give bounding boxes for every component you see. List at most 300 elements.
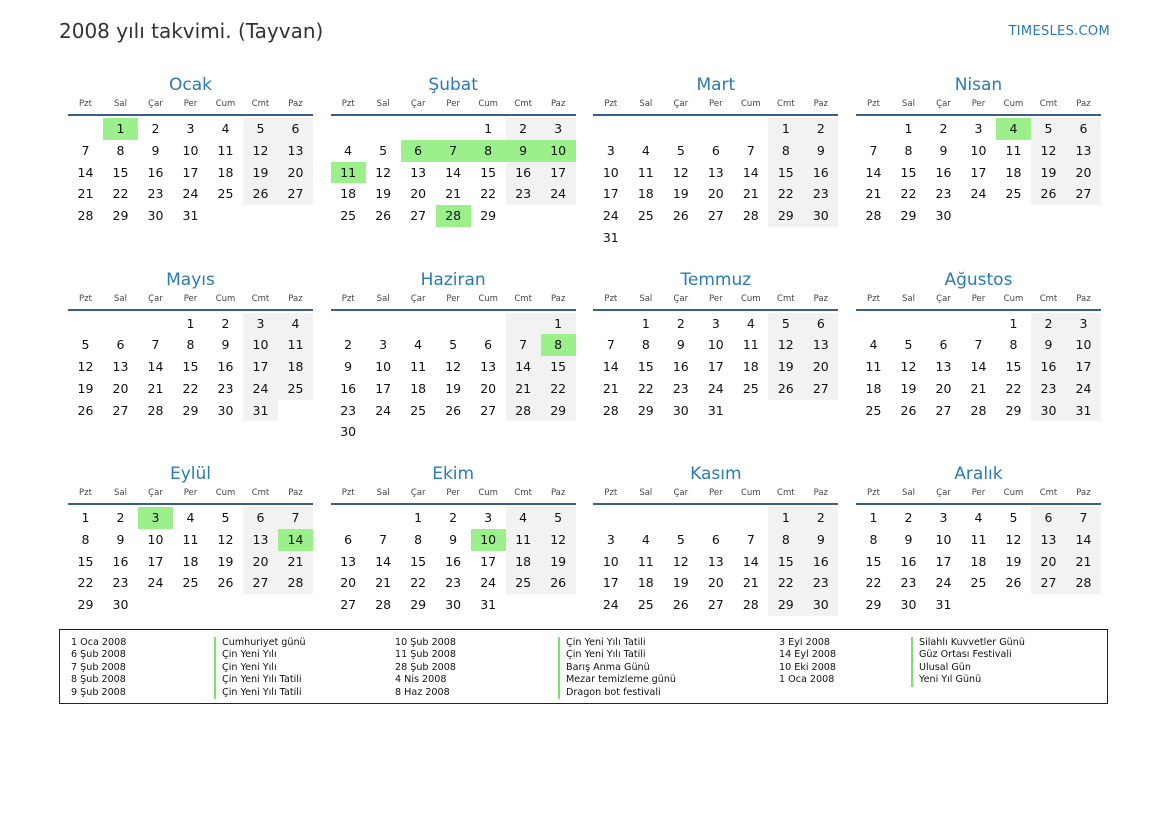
empty-cell	[663, 118, 698, 140]
weekday-label: Cmt	[777, 99, 795, 109]
day-cell: 25	[742, 380, 759, 396]
weekday-label: Per	[446, 488, 460, 498]
day-cell: 11	[637, 553, 654, 569]
day-cell: 15	[410, 553, 427, 569]
day-cell: 20	[1066, 162, 1101, 184]
day-cell: 4	[186, 510, 195, 525]
day-cell: 12	[672, 164, 689, 180]
empty-cell	[926, 313, 961, 335]
legend-date: 8 Haz 2008	[395, 686, 450, 698]
day-cell: 3	[974, 121, 983, 136]
weekday-label: Cum	[1003, 99, 1024, 109]
month-name: Eylül	[169, 464, 212, 484]
day-cell: 4	[996, 118, 1031, 140]
day-cell: 12	[1031, 140, 1066, 162]
day-cell: 25	[410, 402, 427, 418]
weekday-label: Pzt	[79, 293, 92, 304]
day-cell: 26	[768, 378, 803, 400]
day-cell: 4	[278, 313, 313, 335]
day-cell: 4	[641, 142, 650, 158]
day-cell: 31	[707, 402, 724, 418]
day-cell: 20	[1031, 551, 1066, 573]
day-cell: 11	[865, 359, 882, 375]
day-cell: 17	[1066, 356, 1101, 378]
day-cell: 4	[506, 507, 541, 529]
day-cell: 3	[1066, 313, 1101, 335]
weekday-label: Paz	[1076, 99, 1091, 109]
weekday-label: Paz	[288, 99, 303, 109]
days-grid	[331, 118, 576, 227]
empty-cell	[436, 313, 471, 335]
month-calendar	[68, 269, 313, 464]
weekday-label: Çar	[936, 488, 951, 498]
empty-cell	[803, 227, 838, 249]
weekday-label: Cmt	[777, 293, 795, 304]
day-cell: 27	[480, 402, 497, 418]
page-title: 2008 yılı takvimi. (Tayvan)	[59, 19, 324, 43]
day-cell: 5	[379, 142, 388, 158]
day-cell: 22	[410, 575, 427, 591]
day-cell: 4	[974, 510, 983, 525]
weekday-label: Sal	[376, 488, 390, 498]
empty-cell	[593, 507, 628, 529]
day-cell: 3	[243, 313, 278, 335]
weekday-label: Çar	[410, 99, 426, 109]
day-cell: 1	[81, 510, 90, 525]
day-cell: 21	[970, 380, 987, 396]
weekday-label: Sal	[376, 293, 390, 304]
day-cell: 28	[147, 402, 164, 418]
legend-date: 9 Şub 2008	[71, 686, 126, 698]
empty-cell	[366, 421, 401, 443]
day-cell: 20	[112, 380, 129, 396]
day-cell: 5	[81, 337, 90, 353]
weekday-label: Per	[709, 488, 723, 498]
day-cell: 3	[711, 315, 720, 331]
day-cell: 17	[541, 162, 576, 184]
legend-date: 8 Şub 2008	[71, 674, 126, 686]
day-cell: 13	[707, 164, 724, 180]
day-cell: 21	[278, 551, 313, 573]
empty-cell	[331, 118, 366, 140]
day-cell: 17	[182, 164, 199, 180]
day-cell: 15	[637, 359, 654, 375]
day-cell: 20	[410, 186, 427, 202]
day-cell: 23	[147, 186, 164, 202]
day-cell: 18	[637, 186, 654, 202]
day-cell: 17	[480, 553, 497, 569]
day-cell: 13	[112, 359, 129, 375]
weekday-label: Pzt	[604, 99, 618, 109]
weekday-label: Pzt	[79, 99, 92, 109]
day-cell: 19	[672, 186, 689, 202]
day-cell: 20	[707, 575, 724, 591]
weekday-label: Cum	[1003, 293, 1024, 304]
day-cell: 13	[707, 553, 724, 569]
day-cell: 1	[186, 315, 195, 331]
weekday-label: Cmt	[251, 99, 270, 109]
day-cell: 14	[77, 164, 94, 180]
day-cell: 23	[340, 402, 357, 418]
day-cell: 3	[606, 142, 615, 158]
day-cell: 20	[278, 162, 313, 184]
day-cell: 8	[768, 140, 803, 162]
day-cell: 7	[974, 337, 983, 353]
day-cell: 14	[147, 359, 164, 375]
day-cell: 3	[138, 507, 173, 529]
weekday-label: Cmt	[251, 293, 270, 304]
day-cell: 21	[375, 575, 392, 591]
day-cell: 18	[506, 551, 541, 573]
day-cell: 26	[672, 208, 689, 224]
day-cell: 19	[217, 553, 234, 569]
day-cell: 22	[112, 186, 129, 202]
day-cell: 2	[939, 121, 948, 136]
day-cell: 16	[900, 553, 917, 569]
day-cell: 8	[541, 334, 576, 356]
day-cell: 5	[541, 507, 576, 529]
day-cell: 9	[904, 531, 913, 547]
legend-date: 28 Şub 2008	[395, 661, 456, 673]
empty-cell	[733, 400, 768, 422]
day-cell: 14	[1066, 529, 1101, 551]
days-grid	[856, 313, 1101, 422]
day-cell: 25	[278, 378, 313, 400]
weekday-label: Paz	[1076, 293, 1091, 304]
month-calendar	[331, 269, 576, 464]
day-cell: 30	[1031, 400, 1066, 422]
day-cell: 28	[970, 402, 987, 418]
legend-holiday-name: Çin Yeni Yılı Tatili	[558, 637, 676, 649]
day-cell: 12	[672, 553, 689, 569]
day-cell: 6	[803, 313, 838, 335]
weekday-label: Paz	[550, 293, 566, 304]
empty-cell	[698, 118, 733, 140]
day-cell: 6	[344, 531, 353, 547]
day-cell: 10	[541, 140, 576, 162]
empty-cell	[541, 421, 576, 443]
weekday-label: Çar	[148, 99, 163, 109]
day-cell: 15	[77, 553, 94, 569]
day-cell: 6	[278, 118, 313, 140]
day-cell: 22	[865, 575, 882, 591]
weekday-label: Çar	[936, 99, 951, 109]
empty-cell	[961, 594, 996, 616]
legend-holiday-name: Çin Yeni Yılı Tatili	[214, 687, 306, 699]
weekday-header	[331, 98, 576, 116]
legend-holiday-name: Çin Yeni Yılı Tatili	[214, 674, 306, 686]
day-cell: 8	[1009, 337, 1018, 353]
weekday-header	[856, 98, 1101, 116]
day-cell: 4	[746, 315, 755, 331]
day-cell: 28	[742, 208, 759, 224]
weekday-label: Per	[446, 293, 460, 304]
empty-cell	[366, 118, 401, 140]
day-cell: 24	[480, 575, 497, 591]
month-calendar	[593, 269, 838, 464]
legend-holiday-name: Çin Yeni Yılı	[214, 649, 306, 661]
day-cell: 12	[1005, 531, 1022, 547]
day-cell: 12	[243, 140, 278, 162]
weekday-label: Paz	[288, 293, 303, 304]
months-grid	[68, 74, 1102, 658]
weekday-label: Cmt	[777, 488, 795, 498]
site-link[interactable]: TIMESLES.COM	[1008, 24, 1110, 39]
day-cell: 17	[375, 380, 392, 396]
day-cell: 28	[278, 572, 313, 594]
day-cell: 25	[865, 402, 882, 418]
weekday-label: Çar	[936, 293, 951, 304]
day-cell: 14	[970, 359, 987, 375]
empty-cell	[891, 313, 926, 335]
day-cell: 12	[445, 359, 462, 375]
empty-cell	[663, 227, 698, 249]
day-cell: 8	[869, 531, 878, 547]
month-name: Aralık	[954, 464, 1003, 484]
day-cell: 20	[803, 356, 838, 378]
day-cell: 19	[1031, 162, 1066, 184]
legend-holiday-name: Silahlı Kuvvetler Günü	[911, 637, 1025, 649]
day-cell: 11	[182, 531, 199, 547]
day-cell: 1	[904, 121, 913, 136]
day-cell: 19	[77, 380, 94, 396]
day-cell: 30	[112, 597, 129, 613]
empty-cell	[856, 313, 891, 335]
day-cell: 12	[900, 359, 917, 375]
day-cell: 6	[1031, 507, 1066, 529]
empty-cell	[208, 205, 243, 227]
empty-cell	[698, 227, 733, 249]
day-cell: 3	[484, 510, 493, 525]
weekday-label: Pzt	[604, 293, 618, 304]
empty-cell	[961, 313, 996, 335]
weekday-label: Per	[709, 293, 723, 304]
day-cell: 4	[641, 531, 650, 547]
day-cell: 9	[506, 140, 541, 162]
empty-cell	[103, 313, 138, 335]
weekday-label: Cmt	[514, 293, 532, 304]
day-cell: 22	[1005, 380, 1022, 396]
day-cell: 26	[217, 575, 234, 591]
weekday-label: Sal	[114, 293, 127, 304]
weekday-label: Cmt	[251, 488, 270, 498]
day-cell: 4	[414, 337, 423, 353]
day-cell: 23	[803, 183, 838, 205]
day-cell: 6	[116, 337, 125, 353]
day-cell: 25	[637, 597, 654, 613]
legend-names	[215, 637, 306, 699]
month-calendar	[68, 74, 313, 269]
weekday-label: Paz	[813, 99, 829, 109]
day-cell: 30	[147, 208, 164, 224]
day-cell: 4	[344, 142, 353, 158]
day-cell: 9	[449, 531, 458, 547]
day-cell: 27	[243, 572, 278, 594]
day-cell: 6	[939, 337, 948, 353]
day-cell: 13	[243, 529, 278, 551]
day-cell: 8	[414, 531, 423, 547]
day-cell: 26	[900, 402, 917, 418]
day-cell: 12	[768, 334, 803, 356]
weekday-label: Çar	[410, 293, 426, 304]
legend-holiday-name: Dragon bot festivali	[558, 687, 676, 699]
month-name: Haziran	[420, 269, 486, 290]
day-cell: 28	[1066, 572, 1101, 594]
day-cell: 30	[217, 402, 234, 418]
day-cell: 3	[606, 531, 615, 547]
day-cell: 8	[471, 140, 506, 162]
empty-cell	[366, 507, 401, 529]
day-cell: 22	[480, 186, 497, 202]
empty-cell	[506, 594, 541, 616]
day-cell: 13	[1031, 529, 1066, 551]
day-cell: 5	[904, 337, 913, 353]
day-cell: 21	[742, 186, 759, 202]
weekday-label: Sal	[901, 488, 915, 498]
weekday-label: Paz	[1076, 488, 1091, 498]
day-cell: 31	[1066, 400, 1101, 422]
legend-date: 1 Oca 2008	[779, 674, 835, 686]
day-cell: 25	[637, 208, 654, 224]
day-cell: 10	[602, 164, 619, 180]
day-cell: 27	[707, 208, 724, 224]
empty-cell	[138, 313, 173, 335]
day-cell: 16	[147, 164, 164, 180]
legend-date: 6 Şub 2008	[71, 649, 126, 661]
weekday-label: Pzt	[341, 488, 355, 498]
weekday-header	[68, 487, 313, 505]
day-cell: 2	[904, 510, 913, 525]
legend-date: 14 Eyl 2008	[779, 649, 837, 661]
day-cell: 6	[711, 531, 720, 547]
day-cell: 5	[768, 313, 803, 335]
day-cell: 5	[221, 510, 230, 525]
day-cell: 30	[445, 597, 462, 613]
day-cell: 29	[1005, 402, 1022, 418]
empty-cell	[471, 421, 506, 443]
day-cell: 10	[375, 359, 392, 375]
day-cell: 11	[410, 359, 427, 375]
weekday-label: Pzt	[867, 99, 880, 109]
day-cell: 5	[1031, 118, 1066, 140]
day-cell: 28	[742, 597, 759, 613]
day-cell: 26	[77, 402, 94, 418]
empty-cell	[698, 507, 733, 529]
day-cell: 29	[865, 597, 882, 613]
day-cell: 7	[151, 337, 160, 353]
day-cell: 21	[147, 380, 164, 396]
day-cell: 2	[803, 507, 838, 529]
legend-holiday-name: Cumhuriyet günü	[214, 637, 306, 649]
day-cell: 26	[1005, 575, 1022, 591]
day-cell: 25	[1005, 186, 1022, 202]
empty-cell	[506, 313, 541, 335]
day-cell: 27	[1066, 183, 1101, 205]
empty-cell	[768, 227, 803, 249]
day-cell: 13	[340, 553, 357, 569]
weekday-label: Pzt	[341, 293, 355, 304]
day-cell: 23	[506, 183, 541, 205]
day-cell: 8	[81, 531, 90, 547]
day-cell: 29	[77, 597, 94, 613]
month-name: Ekim	[432, 464, 475, 484]
day-cell: 26	[541, 572, 576, 594]
weekday-label: Sal	[901, 99, 915, 109]
day-cell: 31	[480, 597, 497, 613]
day-cell: 24	[970, 186, 987, 202]
weekday-header	[856, 293, 1101, 311]
weekday-label: Per	[446, 99, 460, 109]
day-cell: 29	[768, 594, 803, 616]
day-cell: 6	[484, 337, 493, 353]
day-cell: 10	[602, 553, 619, 569]
day-cell: 26	[1031, 183, 1066, 205]
day-cell: 6	[711, 142, 720, 158]
day-cell: 14	[865, 164, 882, 180]
weekday-label: Sal	[639, 99, 653, 109]
day-cell: 17	[970, 164, 987, 180]
weekday-label: Cmt	[514, 99, 532, 109]
day-cell: 4	[869, 337, 878, 353]
day-cell: 19	[445, 380, 462, 396]
day-cell: 15	[900, 164, 917, 180]
weekday-label: Per	[183, 99, 198, 109]
day-cell: 22	[182, 380, 199, 396]
day-cell: 19	[768, 356, 803, 378]
days-grid	[856, 507, 1101, 616]
weekday-label: Sal	[901, 293, 915, 304]
day-cell: 11	[637, 164, 654, 180]
day-cell: 24	[1066, 378, 1101, 400]
day-cell: 27	[410, 208, 427, 224]
day-cell: 9	[803, 529, 838, 551]
weekday-label: Sal	[376, 99, 390, 109]
day-cell: 21	[506, 378, 541, 400]
day-cell: 7	[746, 531, 755, 547]
day-cell: 5	[676, 531, 685, 547]
day-cell: 30	[900, 597, 917, 613]
day-cell: 22	[541, 378, 576, 400]
days-grid	[593, 313, 838, 422]
day-cell: 21	[445, 186, 462, 202]
day-cell: 28	[602, 402, 619, 418]
day-cell: 14	[375, 553, 392, 569]
day-cell: 12	[217, 531, 234, 547]
day-cell: 25	[182, 575, 199, 591]
day-cell: 9	[803, 140, 838, 162]
weekday-label: Cmt	[1039, 293, 1058, 304]
day-cell: 19	[1005, 553, 1022, 569]
day-cell: 19	[243, 162, 278, 184]
day-cell: 31	[182, 208, 199, 224]
day-cell: 17	[147, 553, 164, 569]
day-cell: 6	[243, 507, 278, 529]
weekday-label: Sal	[114, 99, 127, 109]
empty-cell	[628, 118, 663, 140]
empty-cell	[138, 594, 173, 616]
day-cell: 20	[340, 575, 357, 591]
day-cell: 22	[637, 380, 654, 396]
day-cell: 13	[935, 359, 952, 375]
day-cell: 25	[340, 208, 357, 224]
day-cell: 9	[1031, 334, 1066, 356]
weekday-header	[593, 487, 838, 505]
legend-holiday-name: Barış Anma Günü	[558, 662, 676, 674]
days-grid	[68, 118, 313, 227]
day-cell: 2	[151, 121, 160, 136]
empty-cell	[768, 400, 803, 422]
day-cell: 3	[379, 337, 388, 353]
